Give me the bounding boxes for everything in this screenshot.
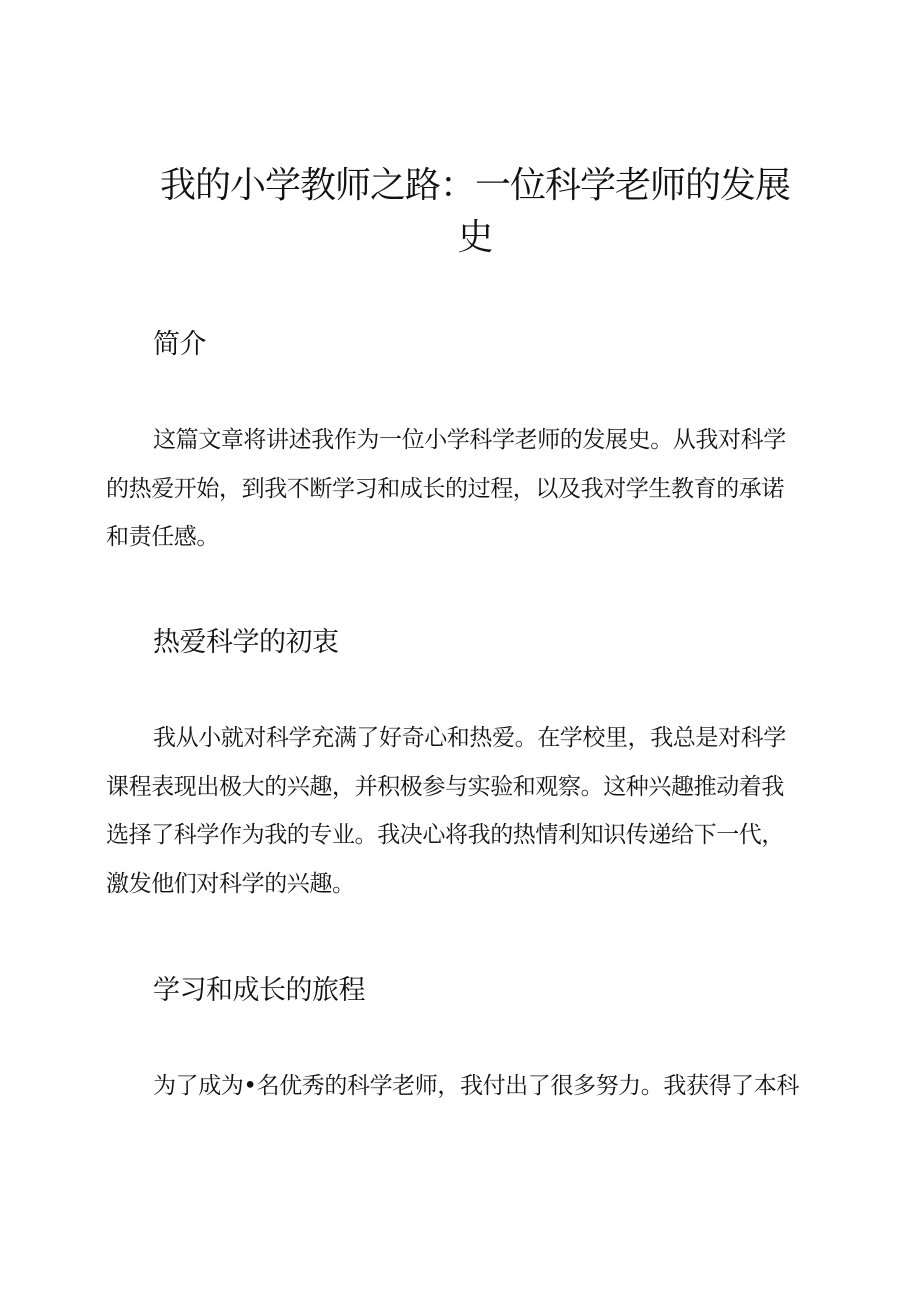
paragraph-line: 我从小就对科学充满了好奇心和热爱。在学校里，我总是对科学	[153, 725, 786, 751]
section-paragraph-intro	[106, 416, 812, 562]
paragraph-line: 这篇文章将讲述我作为一位小学科学老师的发展史。从我对科学	[153, 427, 786, 453]
section-paragraph-passion	[106, 714, 812, 909]
section-heading-passion: 热爱科学的初衷	[153, 627, 339, 658]
section-heading-journey: 学习和成长的旅程	[153, 975, 365, 1006]
section-paragraph-journey	[106, 1062, 812, 1111]
paragraph-line: 为了成为•名优秀的科学老师，我付出了很多努力。我获得了本科	[153, 1073, 799, 1099]
document-title-line-2: 史	[457, 217, 493, 258]
document-title	[150, 160, 800, 264]
paragraph-line: 选择了科学作为我的专业。我决心将我的热情利知识传递给下一代，	[106, 822, 785, 849]
paragraph-line: 的热爱开始，到我不断学习和成长的过程，以及我对学生教育的承诺	[106, 475, 785, 502]
section-heading-intro: 简介	[153, 329, 206, 360]
paragraph-line: 和责任感。	[106, 524, 220, 551]
paragraph-line: 课程表现出极大的兴趣，并积极参与实验和观察。这种兴趣推动着我	[106, 773, 785, 800]
paragraph-line: 激发他们对科学的兴趣。	[106, 871, 355, 898]
document-title-line-1: 我的小学教师之路：一位科学老师的发展	[159, 165, 790, 206]
